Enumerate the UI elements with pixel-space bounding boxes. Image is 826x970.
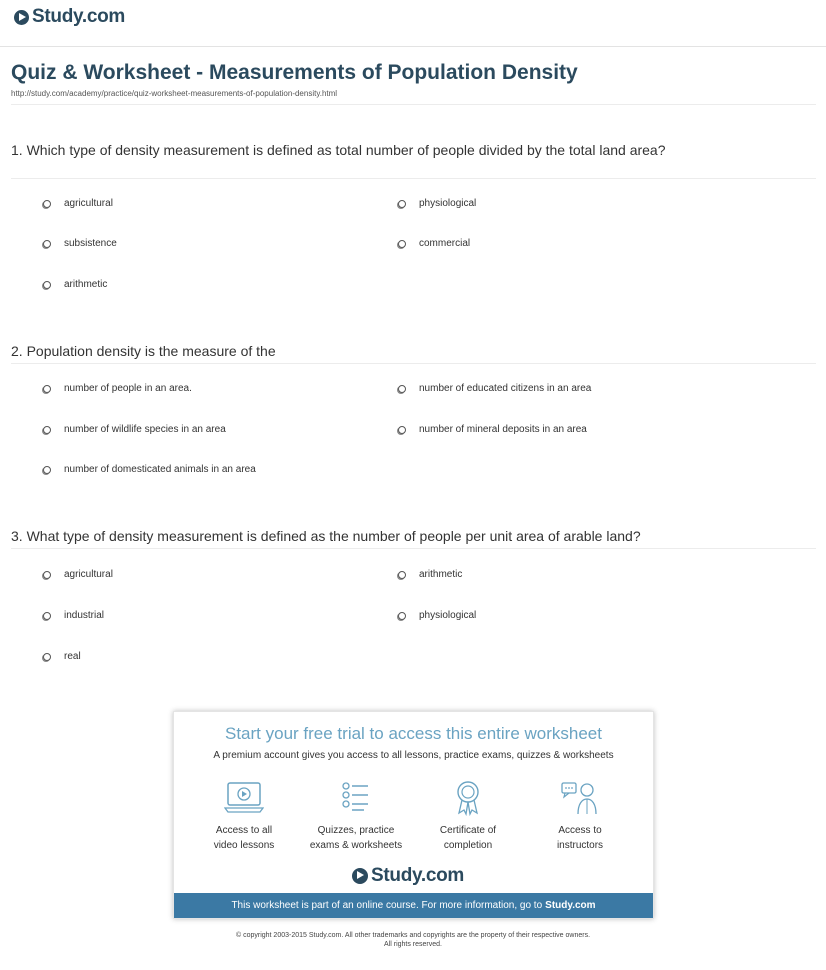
option-label: number of domesticated animals in an area: [64, 464, 256, 475]
option-label: commercial: [419, 238, 471, 249]
promo-logo-text: Study.com: [371, 865, 465, 886]
play-circle-icon: [352, 868, 368, 884]
question-text: 1. Which type of density measurement is defined as total number of people divided by the total land area?: [11, 142, 666, 158]
radio-icon[interactable]: [398, 200, 406, 208]
answer-option[interactable]: [43, 383, 192, 394]
quiz-list-icon: [336, 780, 376, 816]
title-divider: [11, 104, 816, 105]
answer-option[interactable]: [43, 651, 81, 662]
header-divider: [0, 46, 826, 47]
answer-option[interactable]: [398, 198, 476, 209]
promo-title[interactable]: Start your free trial to access this entire worksheet: [225, 724, 602, 743]
radio-icon[interactable]: [43, 653, 51, 661]
radio-icon[interactable]: [398, 571, 406, 579]
promo-study-logo[interactable]: [352, 865, 464, 887]
radio-icon[interactable]: [43, 571, 51, 579]
answer-option[interactable]: [43, 464, 256, 475]
feature-quizzes: [301, 780, 411, 853]
question-divider: [11, 363, 816, 364]
feature-video-lessons: [189, 780, 299, 853]
answer-option[interactable]: [43, 279, 107, 290]
question-text: 2. Population density is the measure of the: [11, 343, 276, 359]
answer-option[interactable]: [43, 610, 104, 621]
copyright-footer: [0, 931, 826, 949]
option-label: number of mineral deposits in an area: [419, 424, 587, 435]
page-url: http://study.com/academy/practice/quiz-worksheet-measurements-of-population-density.html: [11, 89, 338, 98]
page-title: Quiz & Worksheet - Measurements of Population Density: [11, 61, 578, 84]
option-label: arithmetic: [419, 569, 463, 580]
feature-label: Access to all video lessons: [213, 825, 275, 851]
answer-option[interactable]: [398, 238, 470, 249]
answer-option[interactable]: [43, 238, 117, 249]
video-lesson-icon: [224, 780, 264, 816]
answer-option[interactable]: [43, 198, 113, 209]
answer-option[interactable]: [398, 383, 591, 394]
option-label: agricultural: [64, 569, 113, 580]
radio-icon[interactable]: [398, 240, 406, 248]
radio-icon[interactable]: [43, 612, 51, 620]
radio-icon[interactable]: [398, 385, 406, 393]
answer-option[interactable]: [398, 610, 476, 621]
answer-option[interactable]: [398, 569, 462, 580]
promo-info-bar: [174, 893, 653, 918]
question-divider: [11, 548, 816, 549]
radio-icon[interactable]: [43, 385, 51, 393]
option-label: arithmetic: [64, 279, 108, 290]
option-label: physiological: [419, 610, 477, 621]
radio-icon[interactable]: [43, 426, 51, 434]
option-label: number of people in an area.: [64, 383, 192, 394]
question-divider: [11, 178, 816, 179]
option-label: industrial: [64, 610, 105, 621]
radio-icon[interactable]: [398, 426, 406, 434]
free-trial-promo: [173, 711, 654, 919]
option-label: physiological: [419, 198, 477, 209]
option-label: number of educated citizens in an area: [419, 383, 592, 394]
logo-text: Study.com: [32, 6, 126, 27]
feature-certificate: [413, 780, 523, 853]
option-label: agricultural: [64, 198, 113, 209]
study-logo[interactable]: [14, 6, 125, 28]
answer-option[interactable]: [43, 569, 113, 580]
feature-label: Certificate of completion: [439, 825, 497, 851]
radio-icon[interactable]: [43, 240, 51, 248]
copyright-line: © copyright 2003-2015 Study.com. All other trademarks and copyrights are the property of their respective owners.: [235, 932, 591, 939]
study-link[interactable]: Study.com: [545, 900, 596, 911]
promo-subtitle: A premium account gives you access to all lessons, practice exams, quizzes & worksheets: [213, 750, 614, 761]
question-text: 3. What type of density measurement is defined as the number of people per unit area of arable land?: [11, 528, 641, 544]
promo-bar-text: This worksheet is part of an online course. For more information, go to: [231, 900, 543, 911]
option-label: subsistence: [64, 238, 117, 249]
play-circle-icon: [14, 10, 29, 25]
rights-line: All rights reserved.: [384, 941, 442, 948]
radio-icon[interactable]: [43, 200, 51, 208]
answer-option[interactable]: [398, 424, 587, 435]
radio-icon[interactable]: [43, 281, 51, 289]
feature-instructors: [525, 780, 635, 853]
radio-icon[interactable]: [398, 612, 406, 620]
instructor-icon: [560, 780, 600, 816]
radio-icon[interactable]: [43, 466, 51, 474]
answer-option[interactable]: [43, 424, 226, 435]
option-label: number of wildlife species in an area: [64, 424, 226, 435]
feature-label: Quizzes, practice exams & worksheets: [309, 825, 403, 851]
option-label: real: [64, 651, 81, 662]
certificate-icon: [448, 780, 488, 816]
feature-label: Access to instructors: [556, 825, 604, 851]
